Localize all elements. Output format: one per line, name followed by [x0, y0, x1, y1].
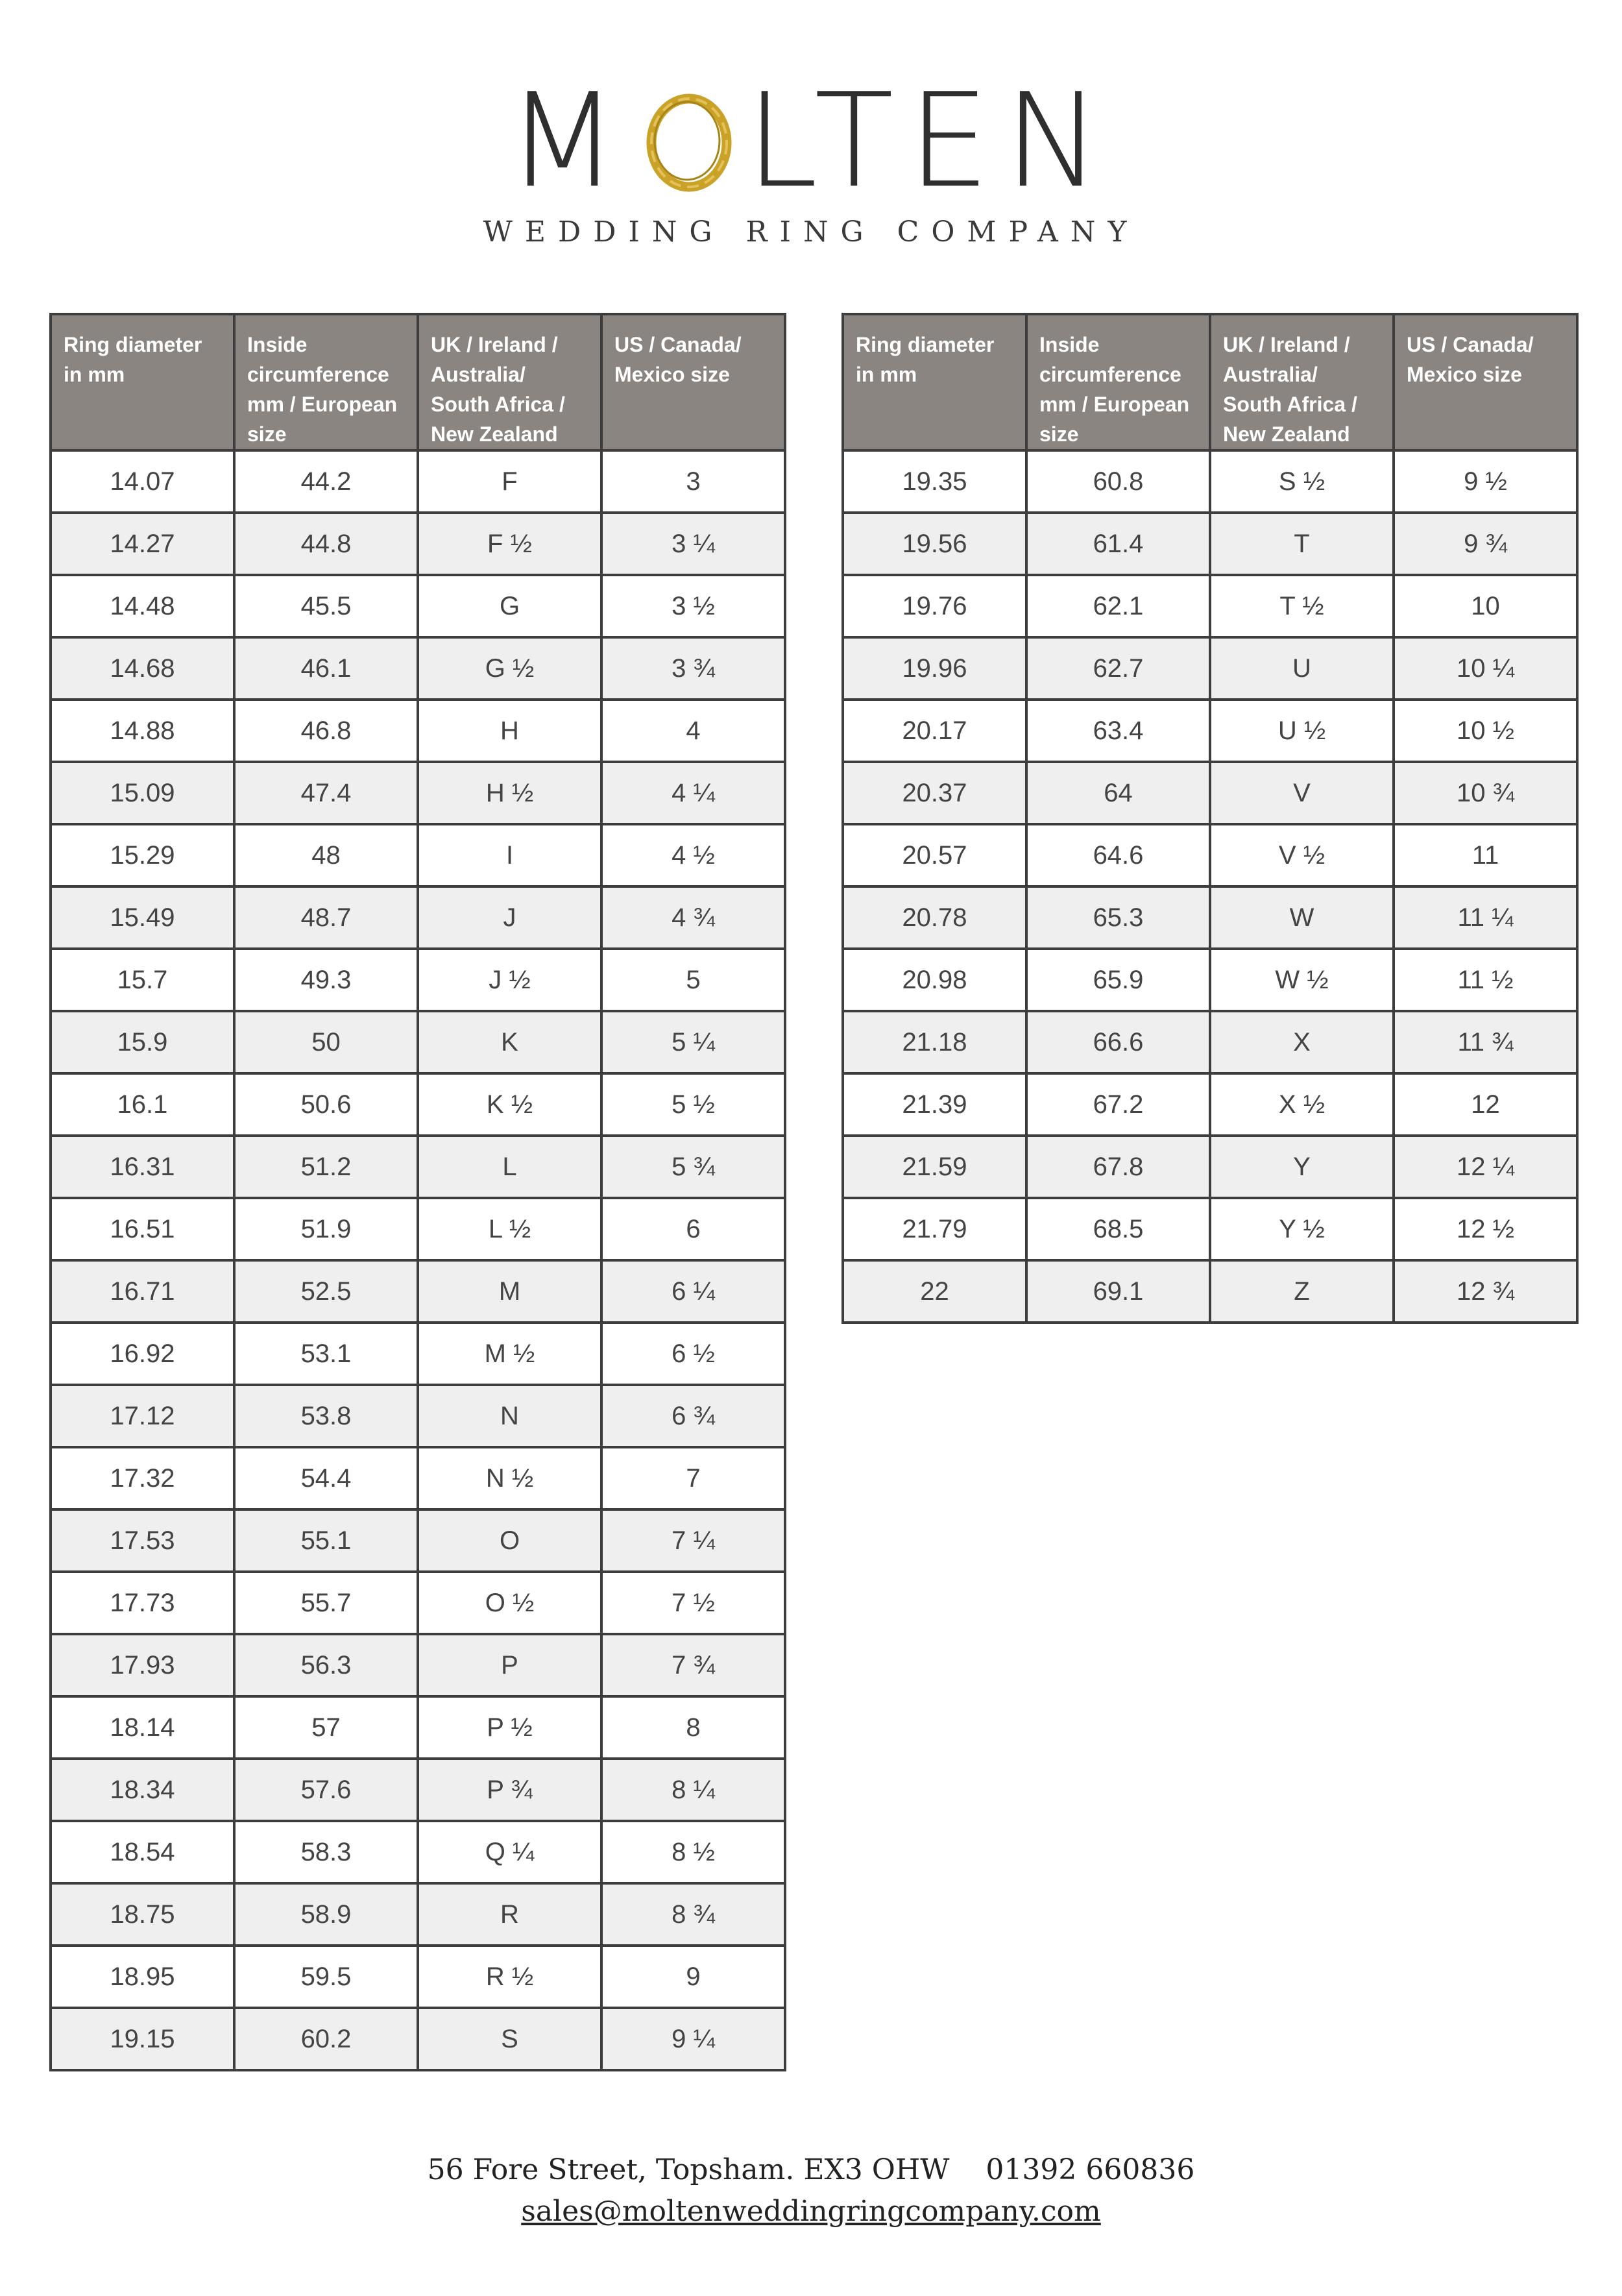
cell-circumference: 65.9	[1026, 949, 1210, 1011]
table-row	[51, 1572, 785, 1634]
table-row	[843, 886, 1577, 949]
cell-diameter: 14.27	[51, 513, 234, 575]
cell-uk-size: N ½	[418, 1447, 601, 1509]
cell-diameter: 21.18	[843, 1011, 1026, 1073]
table-row	[843, 1011, 1577, 1073]
cell-diameter: 16.92	[51, 1323, 234, 1385]
table-row	[51, 637, 785, 700]
cell-us-size: 8 ½	[601, 1821, 785, 1883]
cell-uk-size: L	[418, 1136, 601, 1198]
cell-us-size: 4 ¾	[601, 886, 785, 949]
cell-uk-size: P	[418, 1634, 601, 1696]
cell-us-size: 5	[601, 949, 785, 1011]
table-row	[51, 1509, 785, 1572]
header-uk-size: UK / Ireland / Australia/ South Africa / New Zealand	[1210, 314, 1394, 450]
cell-circumference: 47.4	[234, 762, 418, 824]
header-circumference: Inside circumference mm / European size	[234, 314, 418, 450]
cell-us-size: 9	[601, 1946, 785, 2008]
cell-diameter: 18.75	[51, 1883, 234, 1946]
header-us-size: US / Canada/ Mexico size	[601, 314, 785, 450]
table-row	[51, 886, 785, 949]
cell-circumference: 51.9	[234, 1198, 418, 1260]
cell-uk-size: V ½	[1210, 824, 1394, 886]
brand-wordmark	[506, 66, 1116, 217]
table-row	[51, 513, 785, 575]
cell-diameter: 15.09	[51, 762, 234, 824]
cell-uk-size: R ½	[418, 1946, 601, 2008]
wordmark-letters-after: LTEN	[745, 66, 1116, 217]
cell-circumference: 44.2	[234, 450, 418, 513]
cell-circumference: 60.2	[234, 2008, 418, 2070]
cell-us-size: 10	[1394, 575, 1577, 637]
cell-circumference: 68.5	[1026, 1198, 1210, 1260]
cell-us-size: 3 ¾	[601, 637, 785, 700]
cell-uk-size: K	[418, 1011, 601, 1073]
cell-uk-size: W	[1210, 886, 1394, 949]
cell-circumference: 62.7	[1026, 637, 1210, 700]
table-row	[843, 575, 1577, 637]
cell-us-size: 8	[601, 1696, 785, 1759]
cell-circumference: 53.8	[234, 1385, 418, 1447]
cell-us-size: 9 ¾	[1394, 513, 1577, 575]
cell-diameter: 22	[843, 1260, 1026, 1323]
cell-uk-size: J ½	[418, 949, 601, 1011]
cell-diameter: 19.56	[843, 513, 1026, 575]
cell-us-size: 6 ½	[601, 1323, 785, 1385]
cell-diameter: 19.35	[843, 450, 1026, 513]
cell-circumference: 55.1	[234, 1509, 418, 1572]
table-row	[843, 1073, 1577, 1136]
cell-us-size: 11 ¾	[1394, 1011, 1577, 1073]
cell-circumference: 48.7	[234, 886, 418, 949]
header-uk-size: UK / Ireland / Australia/ South Africa / New Zealand	[418, 314, 601, 450]
ring-size-table-left	[49, 313, 786, 2071]
cell-us-size: 7 ½	[601, 1572, 785, 1634]
table-row	[51, 1198, 785, 1260]
brand-logo	[0, 66, 1622, 249]
table-row	[843, 1136, 1577, 1198]
cell-uk-size: I	[418, 824, 601, 886]
cell-circumference: 45.5	[234, 575, 418, 637]
cell-diameter: 17.53	[51, 1509, 234, 1572]
cell-uk-size: F	[418, 450, 601, 513]
cell-us-size: 7 ¾	[601, 1634, 785, 1696]
cell-diameter: 18.34	[51, 1759, 234, 1821]
cell-uk-size: S	[418, 2008, 601, 2070]
cell-us-size: 9 ½	[1394, 450, 1577, 513]
cell-diameter: 15.9	[51, 1011, 234, 1073]
cell-us-size: 6	[601, 1198, 785, 1260]
cell-diameter: 20.98	[843, 949, 1026, 1011]
cell-us-size: 9 ¼	[601, 2008, 785, 2070]
cell-diameter: 20.37	[843, 762, 1026, 824]
cell-us-size: 6 ¾	[601, 1385, 785, 1447]
table-row	[843, 513, 1577, 575]
cell-diameter: 17.32	[51, 1447, 234, 1509]
cell-circumference: 64	[1026, 762, 1210, 824]
table-row	[51, 700, 785, 762]
table-row	[51, 824, 785, 886]
cell-circumference: 63.4	[1026, 700, 1210, 762]
cell-us-size: 3 ½	[601, 575, 785, 637]
cell-us-size: 5 ¼	[601, 1011, 785, 1073]
cell-circumference: 56.3	[234, 1634, 418, 1696]
cell-diameter: 15.29	[51, 824, 234, 886]
footer-phone: 01392 660836	[986, 2153, 1195, 2186]
cell-diameter: 15.7	[51, 949, 234, 1011]
cell-uk-size: N	[418, 1385, 601, 1447]
cell-us-size: 11 ½	[1394, 949, 1577, 1011]
gold-ring-icon	[640, 86, 738, 197]
table-row	[51, 1696, 785, 1759]
cell-us-size: 5 ¾	[601, 1136, 785, 1198]
cell-circumference: 60.8	[1026, 450, 1210, 513]
cell-us-size: 4 ¼	[601, 762, 785, 824]
cell-circumference: 66.6	[1026, 1011, 1210, 1073]
cell-uk-size: K ½	[418, 1073, 601, 1136]
table-row	[51, 949, 785, 1011]
cell-uk-size: M	[418, 1260, 601, 1323]
cell-us-size: 4	[601, 700, 785, 762]
cell-us-size: 12 ¾	[1394, 1260, 1577, 1323]
cell-uk-size: G ½	[418, 637, 601, 700]
table-body-left	[51, 450, 785, 2070]
header-diameter: Ring diameter in mm	[843, 314, 1026, 450]
cell-us-size: 12 ¼	[1394, 1136, 1577, 1198]
footer	[0, 2149, 1622, 2232]
table-row	[843, 949, 1577, 1011]
cell-us-size: 12	[1394, 1073, 1577, 1136]
cell-circumference: 67.8	[1026, 1136, 1210, 1198]
cell-circumference: 48	[234, 824, 418, 886]
table-row	[843, 1260, 1577, 1323]
table-body-right	[843, 450, 1577, 1323]
cell-diameter: 20.17	[843, 700, 1026, 762]
cell-uk-size: X	[1210, 1011, 1394, 1073]
table-row	[843, 450, 1577, 513]
cell-circumference: 54.4	[234, 1447, 418, 1509]
table-row	[51, 2008, 785, 2070]
cell-circumference: 57.6	[234, 1759, 418, 1821]
cell-us-size: 10 ½	[1394, 700, 1577, 762]
table-row	[51, 762, 785, 824]
cell-circumference: 58.9	[234, 1883, 418, 1946]
table-row	[51, 1946, 785, 2008]
cell-circumference: 69.1	[1026, 1260, 1210, 1323]
table-header-row	[51, 314, 785, 450]
cell-circumference: 50	[234, 1011, 418, 1073]
cell-us-size: 10 ¼	[1394, 637, 1577, 700]
cell-diameter: 18.14	[51, 1696, 234, 1759]
table-row	[51, 1634, 785, 1696]
cell-diameter: 14.68	[51, 637, 234, 700]
cell-diameter: 18.54	[51, 1821, 234, 1883]
cell-uk-size: T	[1210, 513, 1394, 575]
table-row	[51, 450, 785, 513]
table-row	[51, 1821, 785, 1883]
cell-diameter: 14.48	[51, 575, 234, 637]
table-row	[51, 1385, 785, 1447]
cell-circumference: 58.3	[234, 1821, 418, 1883]
table-header-row	[843, 314, 1577, 450]
brand-tagline: WEDDING RING COMPANY	[483, 215, 1139, 249]
cell-diameter: 21.59	[843, 1136, 1026, 1198]
cell-diameter: 19.15	[51, 2008, 234, 2070]
cell-us-size: 11	[1394, 824, 1577, 886]
cell-uk-size: F ½	[418, 513, 601, 575]
cell-diameter: 21.39	[843, 1073, 1026, 1136]
cell-diameter: 15.49	[51, 886, 234, 949]
cell-uk-size: O ½	[418, 1572, 601, 1634]
cell-uk-size: Y ½	[1210, 1198, 1394, 1260]
cell-us-size: 6 ¼	[601, 1260, 785, 1323]
cell-circumference: 55.7	[234, 1572, 418, 1634]
cell-circumference: 57	[234, 1696, 418, 1759]
table-row	[51, 1883, 785, 1946]
cell-uk-size: Z	[1210, 1260, 1394, 1323]
table-row	[843, 700, 1577, 762]
cell-diameter: 14.07	[51, 450, 234, 513]
ring-size-table-right	[841, 313, 1579, 1324]
cell-diameter: 17.93	[51, 1634, 234, 1696]
header-us-size: US / Canada/ Mexico size	[1394, 314, 1577, 450]
cell-diameter: 20.57	[843, 824, 1026, 886]
table-row	[843, 637, 1577, 700]
table-row	[843, 824, 1577, 886]
cell-us-size: 8 ¾	[601, 1883, 785, 1946]
cell-circumference: 46.8	[234, 700, 418, 762]
cell-us-size: 8 ¼	[601, 1759, 785, 1821]
cell-uk-size: P ½	[418, 1696, 601, 1759]
cell-diameter: 16.1	[51, 1073, 234, 1136]
cell-uk-size: T ½	[1210, 575, 1394, 637]
cell-us-size: 3	[601, 450, 785, 513]
cell-uk-size: R	[418, 1883, 601, 1946]
cell-uk-size: H ½	[418, 762, 601, 824]
table-row	[51, 1260, 785, 1323]
cell-circumference: 64.6	[1026, 824, 1210, 886]
cell-circumference: 44.8	[234, 513, 418, 575]
cell-uk-size: W ½	[1210, 949, 1394, 1011]
cell-uk-size: V	[1210, 762, 1394, 824]
table-row	[843, 762, 1577, 824]
cell-us-size: 7	[601, 1447, 785, 1509]
cell-diameter: 14.88	[51, 700, 234, 762]
header-circumference: Inside circumference mm / European size	[1026, 314, 1210, 450]
cell-circumference: 51.2	[234, 1136, 418, 1198]
cell-uk-size: H	[418, 700, 601, 762]
cell-circumference: 59.5	[234, 1946, 418, 2008]
cell-circumference: 65.3	[1026, 886, 1210, 949]
cell-uk-size: S ½	[1210, 450, 1394, 513]
cell-uk-size: P ¾	[418, 1759, 601, 1821]
header-diameter: Ring diameter in mm	[51, 314, 234, 450]
cell-diameter: 16.71	[51, 1260, 234, 1323]
cell-us-size: 3 ¼	[601, 513, 785, 575]
cell-diameter: 20.78	[843, 886, 1026, 949]
cell-circumference: 53.1	[234, 1323, 418, 1385]
cell-diameter: 17.12	[51, 1385, 234, 1447]
cell-uk-size: M ½	[418, 1323, 601, 1385]
table-row	[51, 1136, 785, 1198]
cell-circumference: 62.1	[1026, 575, 1210, 637]
cell-uk-size: U ½	[1210, 700, 1394, 762]
cell-us-size: 12 ½	[1394, 1198, 1577, 1260]
cell-us-size: 10 ¾	[1394, 762, 1577, 824]
cell-us-size: 5 ½	[601, 1073, 785, 1136]
table-row	[51, 1073, 785, 1136]
table-row	[51, 1759, 785, 1821]
table-row	[843, 1198, 1577, 1260]
cell-diameter: 19.96	[843, 637, 1026, 700]
cell-diameter: 19.76	[843, 575, 1026, 637]
cell-uk-size: L ½	[418, 1198, 601, 1260]
cell-uk-size: Q ¼	[418, 1821, 601, 1883]
cell-us-size: 7 ¼	[601, 1509, 785, 1572]
cell-diameter: 16.31	[51, 1136, 234, 1198]
cell-diameter: 21.79	[843, 1198, 1026, 1260]
footer-email-link[interactable]: sales@moltenweddingringcompany.com	[521, 2195, 1101, 2228]
cell-circumference: 46.1	[234, 637, 418, 700]
cell-uk-size: O	[418, 1509, 601, 1572]
cell-uk-size: X ½	[1210, 1073, 1394, 1136]
cell-circumference: 61.4	[1026, 513, 1210, 575]
wordmark-letters-before: M	[506, 66, 633, 217]
cell-uk-size: G	[418, 575, 601, 637]
cell-circumference: 67.2	[1026, 1073, 1210, 1136]
footer-address: 56 Fore Street, Topsham. EX3 OHW	[427, 2153, 950, 2186]
table-row	[51, 1447, 785, 1509]
cell-diameter: 17.73	[51, 1572, 234, 1634]
table-row	[51, 1011, 785, 1073]
cell-us-size: 4 ½	[601, 824, 785, 886]
table-row	[51, 575, 785, 637]
cell-diameter: 16.51	[51, 1198, 234, 1260]
cell-uk-size: Y	[1210, 1136, 1394, 1198]
table-row	[51, 1323, 785, 1385]
cell-circumference: 50.6	[234, 1073, 418, 1136]
cell-circumference: 52.5	[234, 1260, 418, 1323]
cell-us-size: 11 ¼	[1394, 886, 1577, 949]
cell-diameter: 18.95	[51, 1946, 234, 2008]
cell-uk-size: U	[1210, 637, 1394, 700]
cell-uk-size: J	[418, 886, 601, 949]
cell-circumference: 49.3	[234, 949, 418, 1011]
